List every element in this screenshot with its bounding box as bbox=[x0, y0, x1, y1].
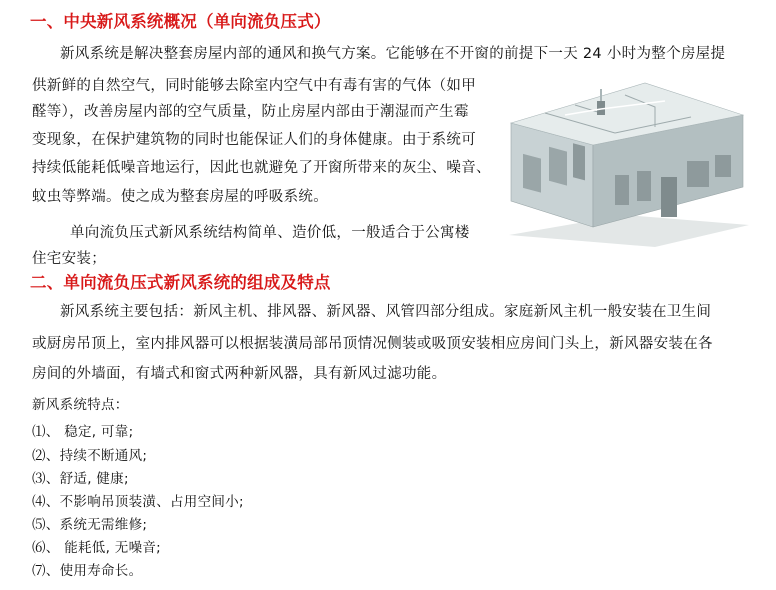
house-ventilation-illustration bbox=[505, 75, 753, 250]
section-1-line-3: 醛等），改善房屋内部的空气质量，防止房屋内部由于潮湿而产生霉 bbox=[32, 104, 469, 120]
window-right-4 bbox=[715, 155, 731, 177]
features-title: 新风系统特点： bbox=[32, 397, 129, 413]
window-left-1 bbox=[523, 154, 541, 193]
section-1-line-5: 持续低能耗低噪音地运行，因此也就避免了开窗所带来的灰尘、噪音、 bbox=[32, 160, 491, 176]
section-1-line-6: 蚊虫等弊端。使之成为整套房屋的呼吸系统。 bbox=[32, 189, 328, 205]
feature-item-3: ⑶、舒适, 健康; bbox=[32, 471, 129, 487]
section-1-line-4: 变现象，在保护建筑物的同时也能保证人们的身体健康。由于系统可 bbox=[32, 132, 476, 148]
door-icon bbox=[661, 177, 677, 217]
section-2-line-2: 或厨房吊顶上，室内排风器可以根据装潢局部吊顶情况侧装或吸顶安装相应房间门头上，新风器安装在各 bbox=[32, 336, 713, 352]
section-2-line-3: 房间的外墙面，有墙式和窗式两种新风器，具有新风过滤功能。 bbox=[32, 366, 447, 382]
feature-item-7: ⑺、使用寿命长。 bbox=[32, 563, 143, 579]
section-2-heading: 二、单向流负压式新风系统的组成及特点 bbox=[30, 273, 331, 292]
feature-item-5: ⑸、系统无需维修; bbox=[32, 517, 148, 533]
feature-item-4: ⑷、不影响吊顶装潢、占用空间小; bbox=[32, 494, 244, 510]
ground-shadow bbox=[509, 215, 749, 247]
window-left-3 bbox=[573, 143, 585, 180]
window-right-3 bbox=[687, 161, 709, 187]
window-left-2 bbox=[549, 147, 567, 186]
feature-item-2: ⑵、持续不断通风; bbox=[32, 448, 148, 464]
feature-item-1: ⑴、 稳定, 可靠; bbox=[32, 424, 134, 440]
window-right-2 bbox=[637, 171, 651, 201]
feature-item-6: ⑹、 能耗低, 无噪音; bbox=[32, 540, 162, 556]
section-1-line-7: 单向流负压式新风系统结构简单、造价低，一般适合于公寓楼 bbox=[70, 225, 470, 241]
section-1-line-1: 新风系统是解决整套房屋内部的通风和换气方案。它能够在不开窗的前提下一天 24 小时为整个房屋提 bbox=[60, 46, 726, 62]
section-1-line-2: 供新鲜的自然空气，同时能够去除室内空气中有毒有害的气体（如甲 bbox=[32, 78, 476, 94]
section-2-line-1: 新风系统主要包括：新风主机、排风器、新风器、风管四部分组成。家庭新风主机一般安装在卫生间 bbox=[60, 304, 712, 320]
window-right-1 bbox=[615, 175, 629, 205]
section-1-heading: 一、中央新风系统概况（单向流负压式） bbox=[30, 12, 331, 31]
section-1-line-8: 住宅安装； bbox=[32, 251, 106, 267]
